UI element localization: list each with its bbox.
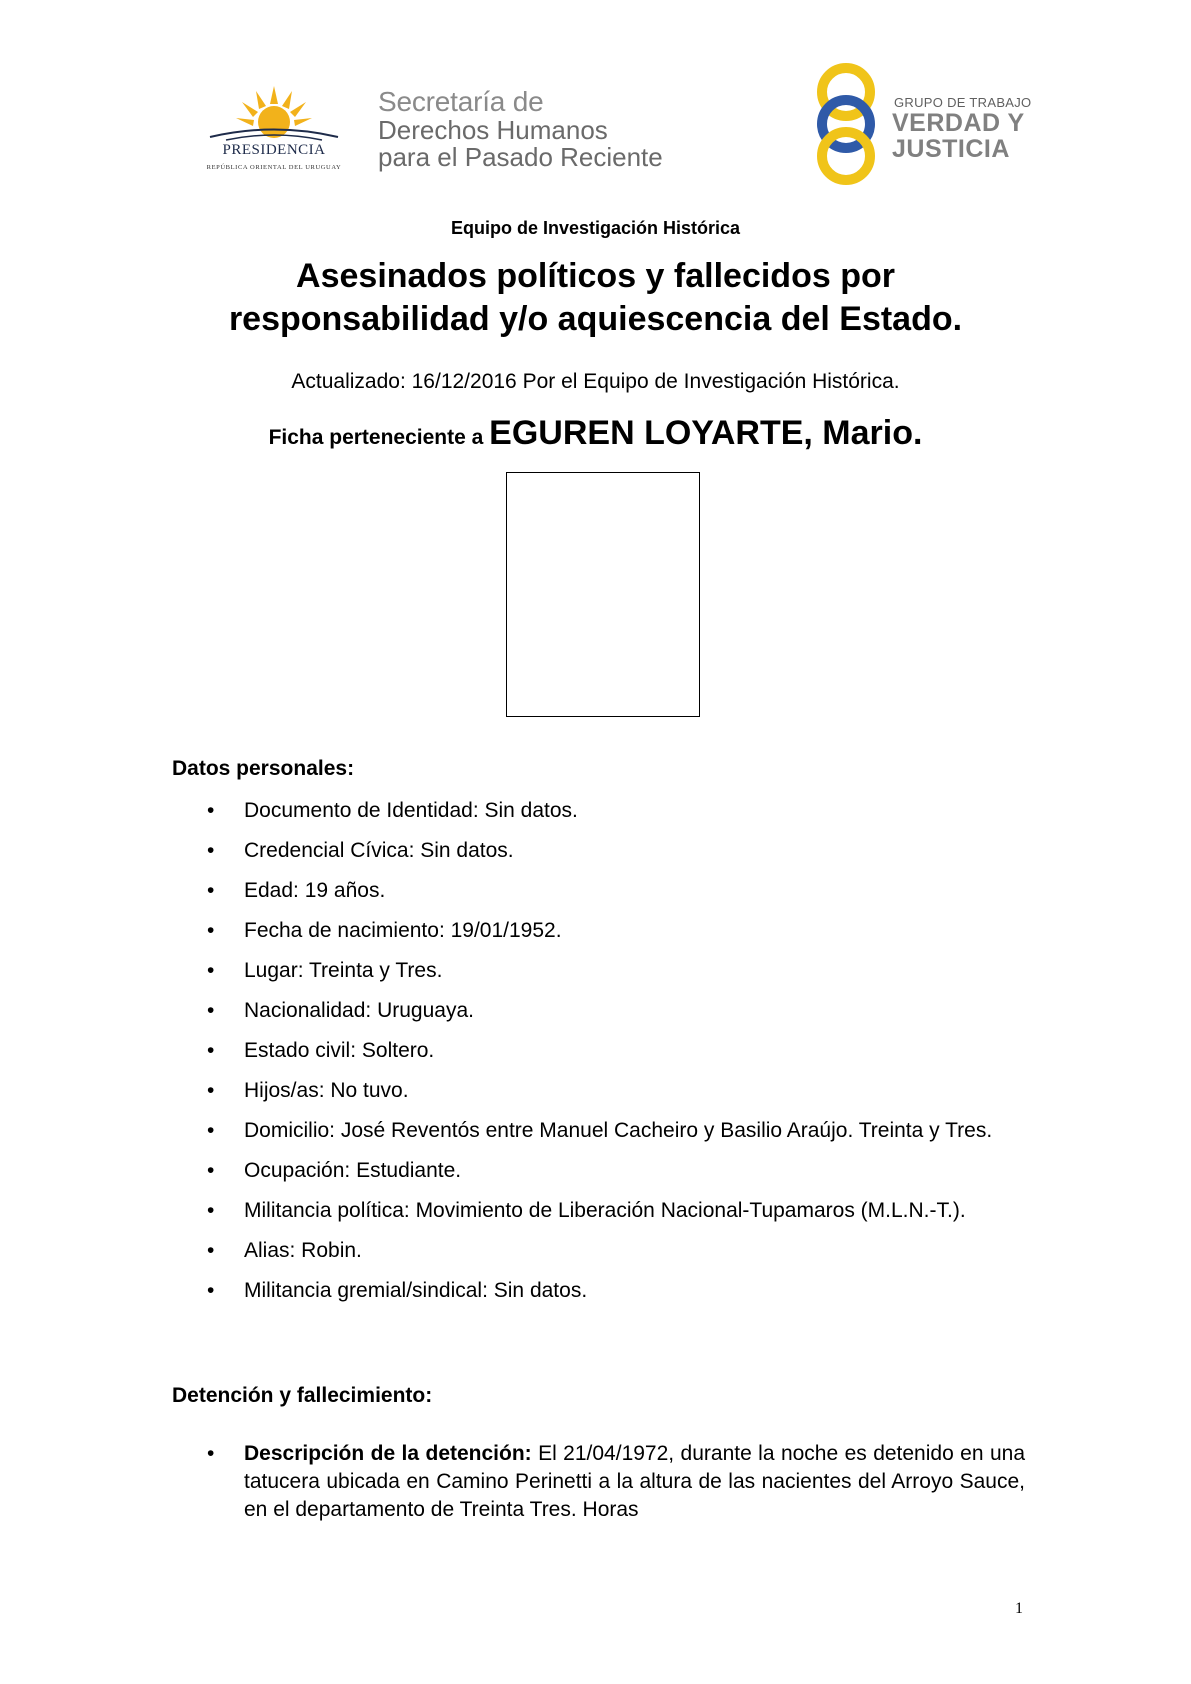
bullet: •	[207, 1442, 215, 1465]
interlinked-rings-icon	[810, 62, 890, 188]
grupo-verdad-justicia-logo	[810, 62, 1035, 188]
bullet: •	[207, 799, 215, 822]
presidencia-logo	[196, 82, 352, 176]
secretaria-logo	[378, 88, 718, 170]
list-item-text: Documento de Identidad: Sin datos.	[244, 799, 578, 822]
detention-text: El 21/04/1972, durante la noche es detenido en una tatucera ubicada en Camino Perinetti a la altura de las nacientes del Arroyo Sauce, en el departamento de Treinta Tres. Horas	[244, 1442, 1026, 1521]
ficha-name: EGUREN LOYARTE, Mario.	[489, 414, 923, 452]
bullet: •	[207, 999, 215, 1022]
list-item	[172, 877, 1025, 905]
bullet: •	[207, 1279, 215, 1302]
page-title-line2: responsabilidad y/o aquiescencia del Estado.	[228, 300, 963, 338]
presidencia-title: PRESIDENCIA	[222, 142, 326, 158]
list-item-text: Nacionalidad: Uruguaya.	[244, 999, 474, 1022]
section-heading-personal: Datos personales:	[172, 757, 355, 780]
team-heading: Equipo de Investigación Histórica	[450, 218, 741, 238]
bullet: •	[207, 879, 215, 902]
bullet: •	[207, 1039, 215, 1062]
bullet: •	[207, 1159, 215, 1182]
ficha-heading	[0, 414, 1191, 453]
list-item	[172, 797, 1025, 825]
list-item	[172, 837, 1025, 865]
list-item-text: Edad: 19 años.	[244, 879, 386, 902]
list-item-text: Fecha de nacimiento: 19/01/1952.	[244, 919, 562, 942]
list-item-text: Militancia gremial/sindical: Sin datos.	[244, 1279, 588, 1302]
list-item	[172, 1157, 1025, 1185]
list-item-text: Credencial Cívica: Sin datos.	[244, 839, 514, 862]
bullet: •	[207, 959, 215, 982]
photo-placeholder	[506, 472, 700, 717]
bullet: •	[207, 1239, 215, 1262]
list-item-text: Lugar: Treinta y Tres.	[244, 959, 443, 982]
sun-of-may-icon	[196, 82, 352, 144]
bullet: •	[207, 919, 215, 942]
bullet: •	[207, 839, 215, 862]
list-item	[172, 957, 1025, 985]
presidencia-subtitle: REPÚBLICA ORIENTAL DEL URUGUAY	[206, 164, 342, 171]
bullet: •	[207, 1199, 215, 1222]
list-item-text: Ocupación: Estudiante.	[244, 1159, 462, 1182]
list-item-text: Alias: Robin.	[244, 1239, 362, 1262]
secretaria-line2: Derechos Humanos	[378, 115, 608, 145]
list-item	[172, 1037, 1025, 1065]
list-item	[172, 1277, 1025, 1305]
ficha-label: Ficha perteneciente a	[268, 426, 490, 449]
grupo-label: GRUPO DE TRABAJO	[894, 95, 1032, 110]
list-item	[172, 1117, 1025, 1145]
list-item	[172, 917, 1025, 945]
list-item	[172, 1440, 1025, 1524]
list-item	[172, 997, 1025, 1025]
personal-data-list	[172, 797, 1025, 1317]
list-item-text: Domicilio: José Reventós entre Manuel Cacheiro y Basilio Araújo. Treinta y Tres.	[244, 1119, 993, 1142]
secretaria-line1: Secretaría de	[378, 86, 544, 117]
detention-label: Descripción de la detención:	[244, 1442, 532, 1465]
page-title-line1: Asesinados políticos y fallecidos por	[296, 257, 895, 295]
updated-note: Actualizado: 16/12/2016 Por el Equipo de Investigación Histórica.	[291, 370, 900, 393]
page-number: 1	[1015, 1600, 1023, 1617]
secretaria-line3: para el Pasado Reciente	[378, 142, 663, 172]
list-item-text: Hijos/as: No tuvo.	[244, 1079, 409, 1102]
list-item	[172, 1237, 1025, 1265]
list-item-text: Militancia política: Movimiento de Liberación Nacional-Tupamaros (M.L.N.-T.).	[244, 1199, 966, 1222]
detention-list	[172, 1440, 1025, 1536]
grupo-name-line2: JUSTICIA	[892, 135, 1010, 163]
section-heading-detention: Detención y fallecimiento:	[172, 1384, 433, 1407]
bullet: •	[207, 1119, 215, 1142]
grupo-name-line1: VERDAD Y	[892, 109, 1025, 137]
bullet: •	[207, 1079, 215, 1102]
list-item	[172, 1197, 1025, 1225]
list-item-text: Estado civil: Soltero.	[244, 1039, 435, 1062]
list-item	[172, 1077, 1025, 1105]
page-title	[0, 255, 1191, 341]
